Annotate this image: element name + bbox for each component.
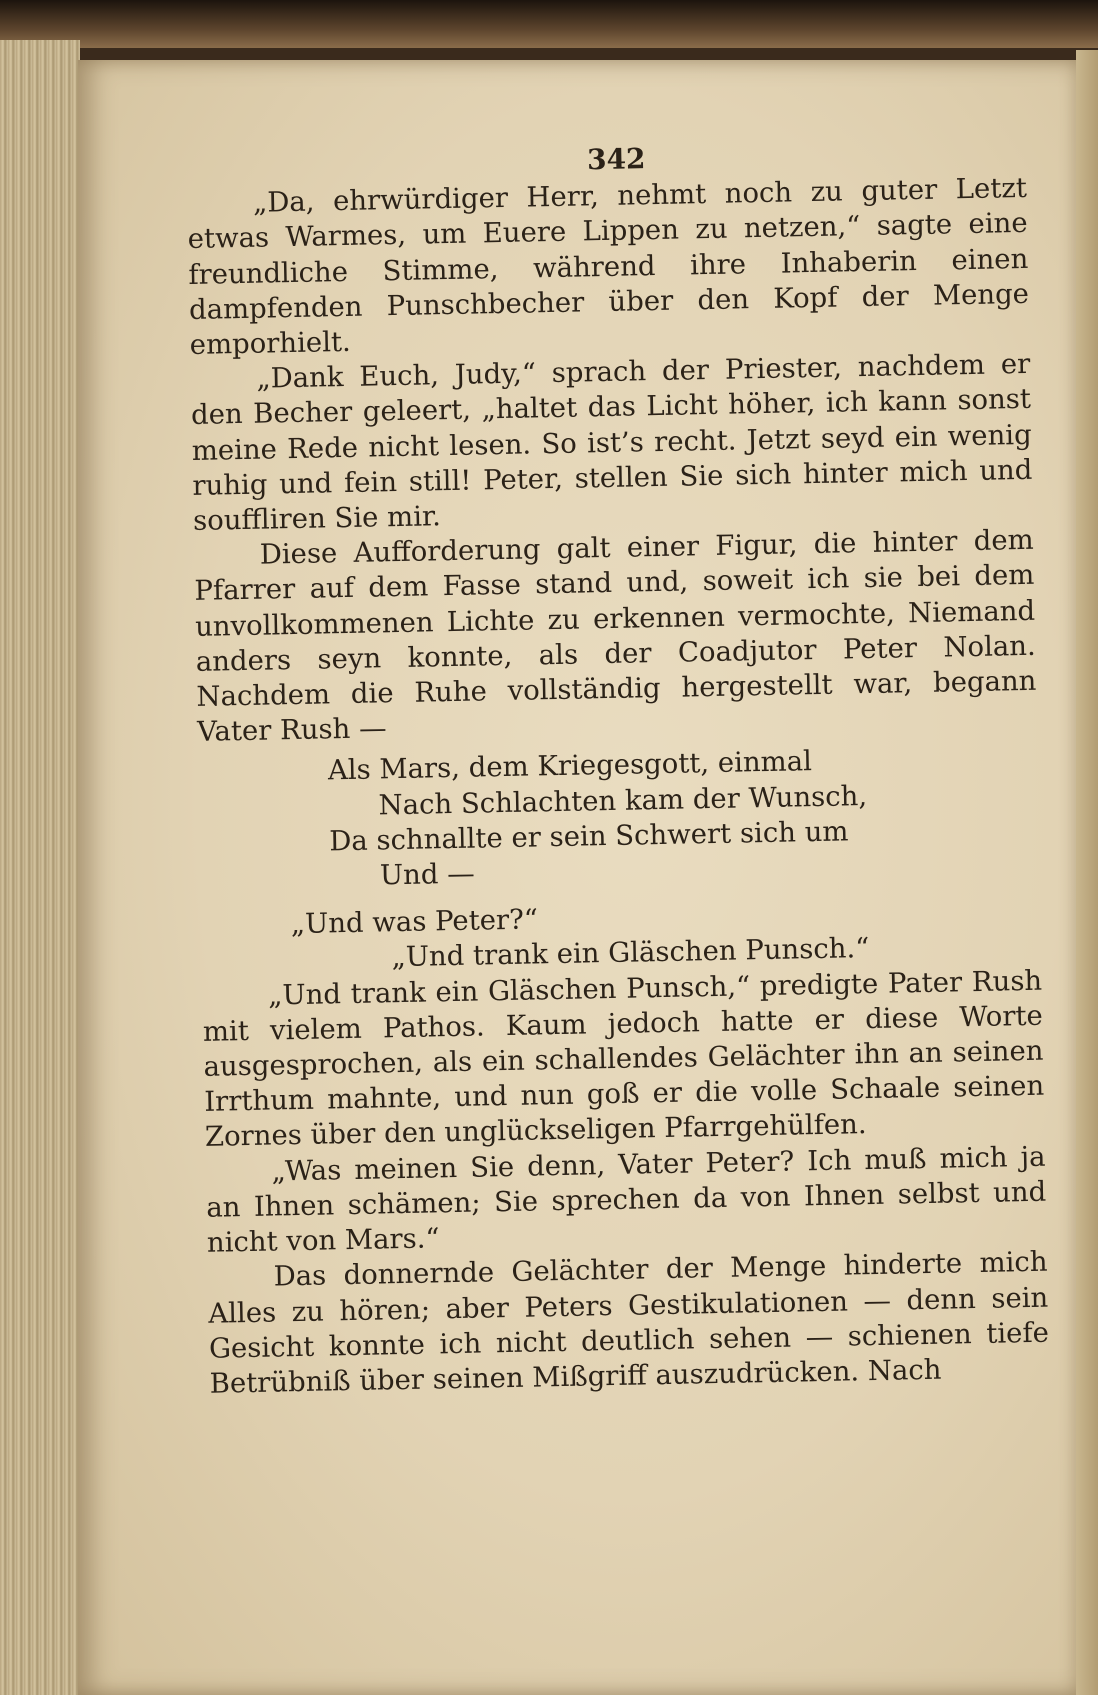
paragraph: „Dank Euch, Judy,“ sprach der Priester, nachdem er den Becher geleert, „haltet das Licht höher, ich kann sonst meine Rede nicht lesen. So ist’s recht. Jetzt seyd ein wenig ruhig und fein still! Peter, stellen Sie sich hinter mich und souffliren Sie mir. <box>190 348 1033 537</box>
paragraph: „Und trank ein Gläschen Punsch,“ predigte Pater Rush mit vielem Pathos. Kaum jedoch hatte er diese Worte ausgesprochen, als ein schallendes Gelächter ihn an seinen Irrthum mahnte, und nun goß er die volle Schaale seinen Zornes über den unglückseligen Pfarrgehülfen. <box>202 964 1045 1154</box>
paragraph: Das donnernde Gelächter der Menge hinderte mich Alles zu hören; aber Peters Gestikulationen — denn sein Gesicht konnte ich nicht deutlich sehen — schienen tiefe Betrübniß über seinen Mißgriff auszudrücken. Nach <box>208 1245 1050 1400</box>
paragraph: „Da, ehrwürdiger Herr, nehmt noch zu guter Letzt etwas Warmes, um Euere Lippen zu netzen,“ sagte eine freundliche Stimme, während ihre Inhaberin einen dampfenden Punschbecher über den Kopf der Menge emporhielt. <box>187 172 1030 361</box>
verse-line: Und — <box>379 857 475 892</box>
paragraph: „Was meinen Sie denn, Vater Peter? Ich muß mich ja an Ihnen schämen; Sie sprechen da von Ihnen selbst und nicht von Mars.“ <box>206 1140 1047 1259</box>
dialog-line: „Und was Peter?“ <box>290 903 539 941</box>
page-number: 342 <box>586 142 646 177</box>
page-stack-edge <box>0 40 80 1695</box>
dialog-line: „Und trank ein Gläschen Punsch.“ <box>391 932 870 974</box>
paragraph: Diese Aufforderung galt einer Figur, die hinter dem Pfarrer auf dem Fasse stand und, soweit ich sie bei dem unvollkommenen Lichte zu erkennen vermochte, Niemand anders seyn konnte, als der Coadjutor Peter Nolan. Nachdem die Ruhe vollständig hergestellt war, begann Vater Rush — <box>194 524 1037 749</box>
page-text <box>186 134 1050 1402</box>
page-right-edge <box>1076 50 1098 1695</box>
book-cover-edge <box>0 0 1098 48</box>
verse-line: Als Mars, dem Kriegesgott, einmal <box>327 745 813 787</box>
verse-block <box>198 740 1041 897</box>
verse-line: Nach Schlachten kam der Wunsch, <box>378 779 868 822</box>
verse-line: Da schnallte er sein Schwert sich um <box>328 815 849 858</box>
